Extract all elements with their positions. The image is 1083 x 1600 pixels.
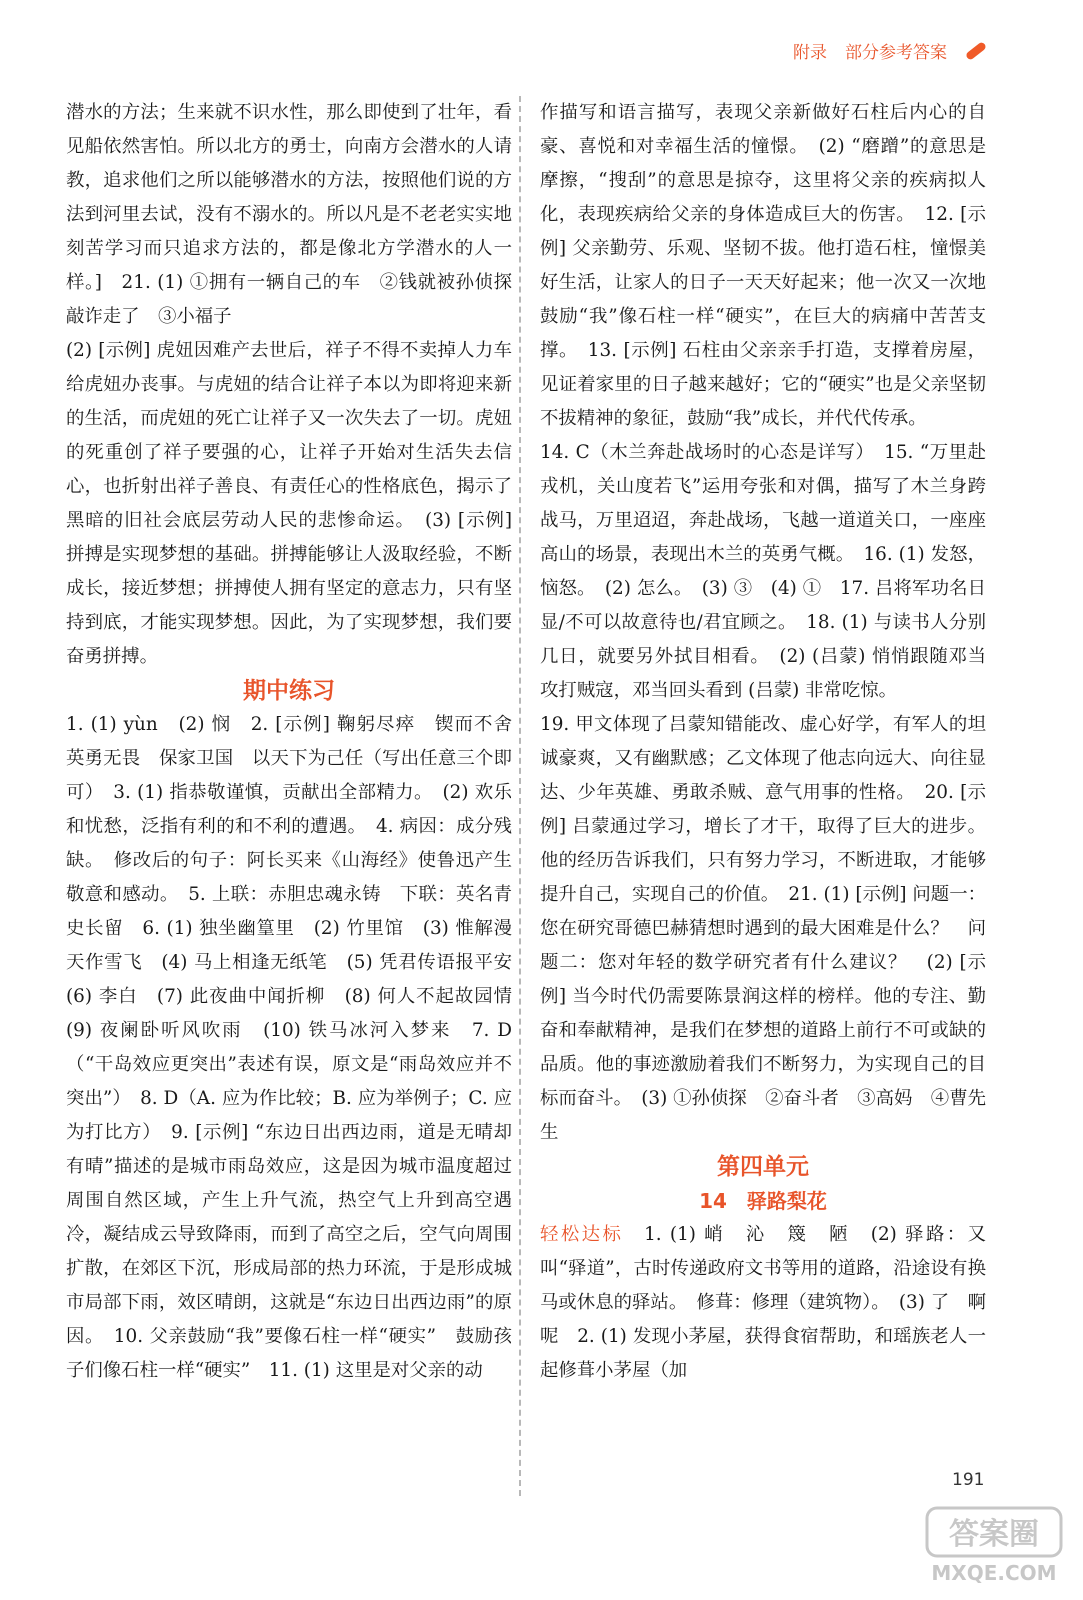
exercise-tag: 轻松达标: [540, 1224, 624, 1245]
watermark-logo: [919, 1502, 1069, 1588]
page-number: 191: [952, 1470, 985, 1490]
lesson-title: 14 驿路梨花: [699, 1189, 827, 1213]
answer-paragraph: (2) [示例] 虎妞因难产去世后，祥子不得不卖掉人力车给虎妞办丧事。与虎妞的结合让祥子本以为即将迎来新的生活，而虎妞的死亡让祥子又一次失去了一切。虎妞的死重创了祥子要强的心，让祥子开始对生活失去信心，也折射出祥子善良、有责任心的性格底色，揭示了黑暗的旧社会底层劳动人民的悲惨命运。 (3) [示例] 拼搏是实现梦想的基础。拼搏能够让人汲取经验，不断成长，接近梦想；拼搏使人拥有坚定的意志力，只有坚持到底，才能实现梦想。因此，为了实现梦想，我们要奋勇拼搏。: [66, 340, 512, 667]
watermark-top: 答案圈: [949, 1517, 1039, 1552]
column-divider: [519, 96, 521, 1496]
answer-paragraph: 1. (1) yùn (2) 悯 2. [示例] 鞠躬尽瘁 锲而不舍 英勇无畏 保家卫国 以天下为己任（写出任意三个即可） 3. (1) 指恭敬谨慎，贡献出全部精力。 (2) 欢乐和忧愁，泛指有利的和不利的遭遇。 4. 病因：成分残缺。 修改后的句子：阿长买来《山海经》使鲁迅产生敬意和感动。 5. 上联：赤胆忠魂永铸 下联：英名青史长留 6. (1) 独坐幽篁里 (2) 竹里馆 (3) 惟解漫天作雪飞 (4) 马上相逢无纸笔 (5) 凭君传语报平安 (6) 李白 (7) 此夜曲中闻折柳 (8) 何人不起故园情 (9) 夜阑卧听风吹雨 (10) 铁马冰河入梦来 7. D（“干岛效应更突出”表述有误，原文是“雨岛效应并不突出”） 8. D（A. 应为作比较；B. 应为举例子；C. 应为打比方） 9. [示例] “东边日出西边雨，道是无晴却有晴”描述的是城市雨岛效应，这是因为城市温度超过周围自然区域，产生上升气流，热空气上升到高空遇冷，凝结成云导致降雨，而到了高空之后，空气向周围扩散，在郊区下沉，形成局部的热力环流，于是形成城市局部下雨，效区晴朗，这就是“东边日出西边雨”的原因。 10. 父亲鼓励“我”要像石柱一样“硬实” 鼓励孩子们像石柱一样“硬实” 11. (1) 这里是对父亲的动: [66, 714, 531, 1381]
header-title: 部分参考答案: [845, 43, 947, 63]
answer-text: 1. (1) 峭 沁 篾 陋 (2) 驿路：又叫“驿道”，古时传递政府文书等用的道路，沿途设有换马或休息的驿站。 修葺：修理（建筑物）。 (3) 了 啊 呢 2. (1) 发现小茅屋，获得食宿帮助，和瑶族老人一起修葺小茅屋（加: [540, 1224, 1005, 1381]
answer-paragraph: 14. C（木兰奔赴战场时的心态是详写） 15. “万里赴戎机，关山度若飞”运用夸张和对偶，描写了木兰身跨战马，万里迢迢，奔赴战场，飞越一道道关口，一座座高山的场景，表现出木兰的英勇气概。 16. (1) 发怒，恼怒。 (2) 怎么。 (3) ③ (4) ① 17. 吕将军功名日显/不可以故意待也/君宜顾之。 18. (1) 与读书人分别几日，就要另外拭目相看。 (2) (吕蒙) 悄悄跟随邓当攻打贼寇，邓当回头看到 (吕蒙) 非常吃惊。: [540, 442, 986, 701]
unit-title: 第四单元: [717, 1154, 809, 1180]
right-column: [540, 96, 1005, 1388]
left-column: [66, 96, 531, 1388]
watermark-bottom: MXQE.COM: [931, 1561, 1057, 1585]
answer-paragraph: 作描写和语言描写，表现父亲新做好石柱后内心的自豪、喜悦和对幸福生活的憧憬。 (2) “磨蹭”的意思是摩擦，“搜刮”的意思是掠夺，这里将父亲的疾病拟人化，表现疾病给父亲的身体造成巨大的伤害。 12. [示例] 父亲勤劳、乐观、坚韧不拔。他打造石柱，憧憬美好生活，让家人的日子一天天好起来；他一次又一次地鼓励“我”像石柱一样“硬实”，在巨大的病痛中苦苦支撑。 13. [示例] 石柱由父亲亲手打造，支撑着房屋，见证着家里的日子越来越好；它的“硬实”也是父亲坚韧不拔精神的象征，鼓励“我”成长，并代代传承。: [540, 102, 986, 429]
pencil-icon: [965, 44, 991, 58]
section-title: 期中练习: [243, 678, 335, 704]
answer-paragraph: [540, 1218, 1005, 1388]
answer-paragraph: 19. 甲文体现了吕蒙知错能改、虚心好学，有军人的坦诚豪爽，又有幽默感；乙文体现了他志向远大、向往显达、少年英雄、勇敢杀贼、意气用事的性格。 20. [示例] 吕蒙通过学习，增长了才干，取得了巨大的进步。他的经历告诉我们，只有努力学习，不断进取，才能够提升自己，实现自己的价值。 21. (1) [示例] 问题一：您在研究哥德巴赫猜想时遇到的最大困难是什么？ 问题二：您对年轻的数学研究者有什么建议？ (2) [示例] 当今时代仍需要陈景润这样的榜样。他的专注、勤奋和奉献精神，是我们在梦想的道路上前行不可或缺的品质。他的事迹激励着我们不断努力，为实现自己的目标而奋斗。 (3) ①孙侦探 ②奋斗者 ③高妈 ④曹先生: [540, 714, 986, 1143]
page-header: [793, 38, 991, 63]
answer-paragraph: 潜水的方法；生来就不识水性，那么即使到了壮年，看见船依然害怕。所以北方的勇士，向南方会潜水的人请教，追求他们之所以能够潜水的方法，按照他们说的方法到河里去试，没有不溺水的。所以凡是不老老实实地刻苦学习而只追求方法的，都是像北方学潜水的人一样。] 21. (1) ①拥有一辆自己的车 ②钱就被孙侦探敲诈走了 ③小福子: [66, 102, 512, 327]
header-section: 附录: [793, 43, 827, 63]
